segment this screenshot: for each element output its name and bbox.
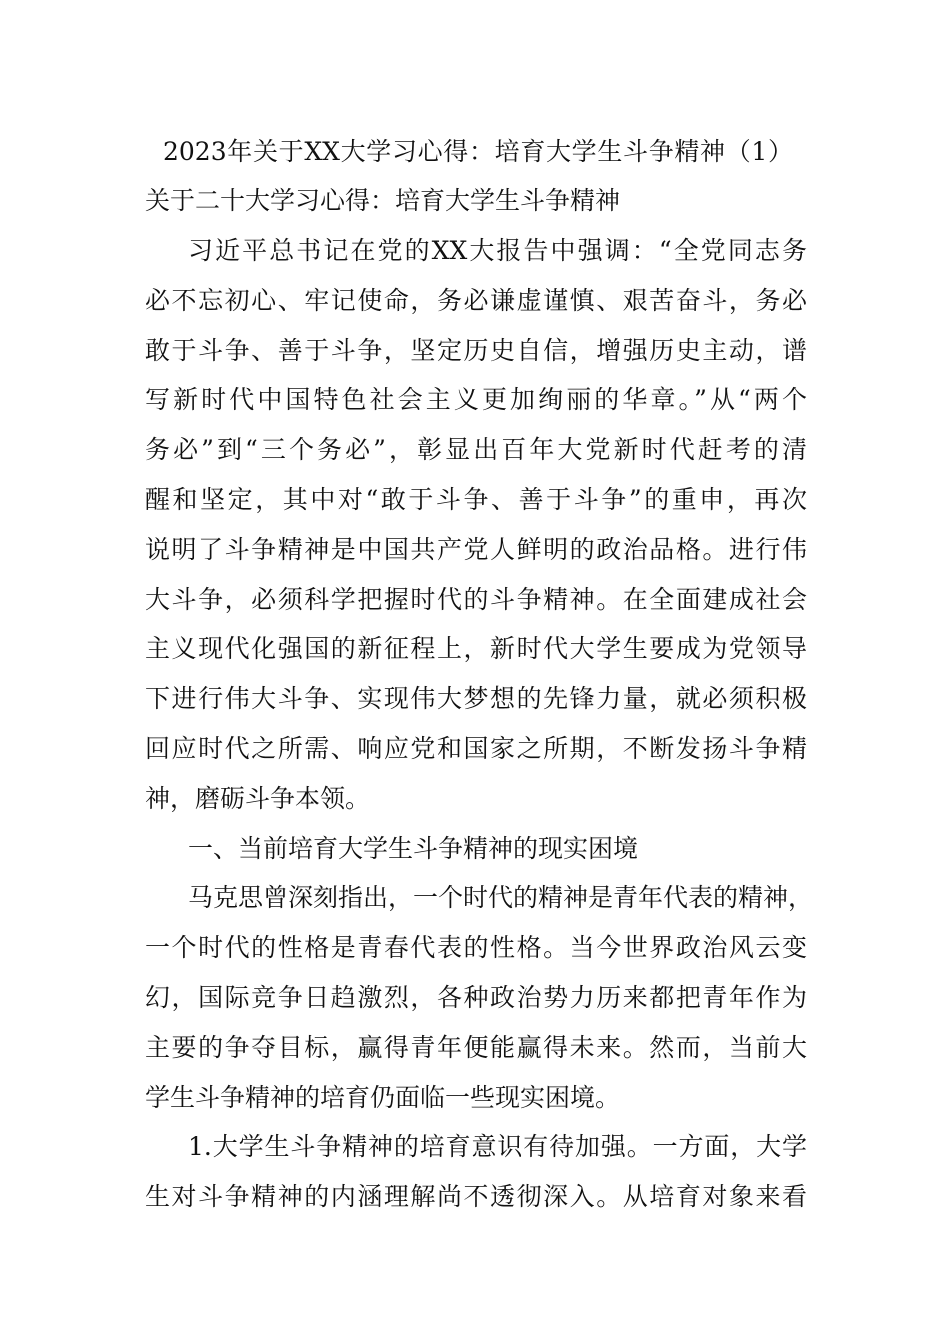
paragraph-line: 主要的争夺目标，赢得青年便能赢得未来。然而，当前大	[145, 1032, 807, 1062]
paragraph-line: 说明了斗争精神是中国共产党人鲜明的政治品格。进行伟	[145, 534, 807, 564]
paragraph-line: 1.大学生斗争精神的培育意识有待加强。一方面，大学	[188, 1132, 807, 1162]
paragraph-line: 马克思曾深刻指出，一个时代的精神是青年代表的精神，	[188, 883, 814, 913]
paragraph-line: 幻，国际竞争日趋激烈，各种政治势力历来都把青年作为	[145, 983, 807, 1012]
paragraph-line: 醒和坚定，其中对“敢于斗争、善于斗争”的重申，再次	[145, 485, 807, 514]
paragraph-line: 下进行伟大斗争、实现伟大梦想的先锋力量，就必须积极	[145, 684, 807, 714]
paragraph-line: 敢于斗争、善于斗争，坚定历史自信，增强历史主动，谱	[145, 335, 807, 365]
paragraph-line: 大斗争，必须科学把握时代的斗争精神。在全面建成社会	[145, 584, 807, 614]
paragraph-line: 一、当前培育大学生斗争精神的现实困境	[188, 833, 639, 863]
paragraph-line: 写新时代中国特色社会主义更加绚丽的华章。”从“两个	[145, 385, 807, 415]
paragraph-line: 习近平总书记在党的XX大报告中强调：“全党同志务	[188, 236, 807, 265]
document-subtitle: 关于二十大学习心得：培育大学生斗争精神	[145, 186, 621, 215]
paragraph-line: 务必”到“三个务必”，彰显出百年大党新时代赶考的清	[145, 435, 807, 465]
paragraph-line: 一个时代的性格是青春代表的性格。当今世界政治风云变	[145, 933, 807, 963]
paragraph-line: 学生斗争精神的培育仍面临一些现实困境。	[145, 1082, 621, 1112]
paragraph-line: 主义现代化强国的新征程上，新时代大学生要成为党领导	[145, 634, 807, 664]
document-title: 2023年关于XX大学习心得：培育大学生斗争精神（1）	[163, 137, 793, 166]
paragraph-line: 生对斗争精神的内涵理解尚不透彻深入。从培育对象来看	[145, 1182, 807, 1212]
paragraph-line: 回应时代之所需、响应党和国家之所期，不断发扬斗争精	[145, 734, 807, 763]
paragraph-line: 必不忘初心、牢记使命，务必谦虚谨慎、艰苦奋斗，务必	[145, 285, 807, 315]
paragraph-line: 神，磨砺斗争本领。	[145, 783, 371, 813]
